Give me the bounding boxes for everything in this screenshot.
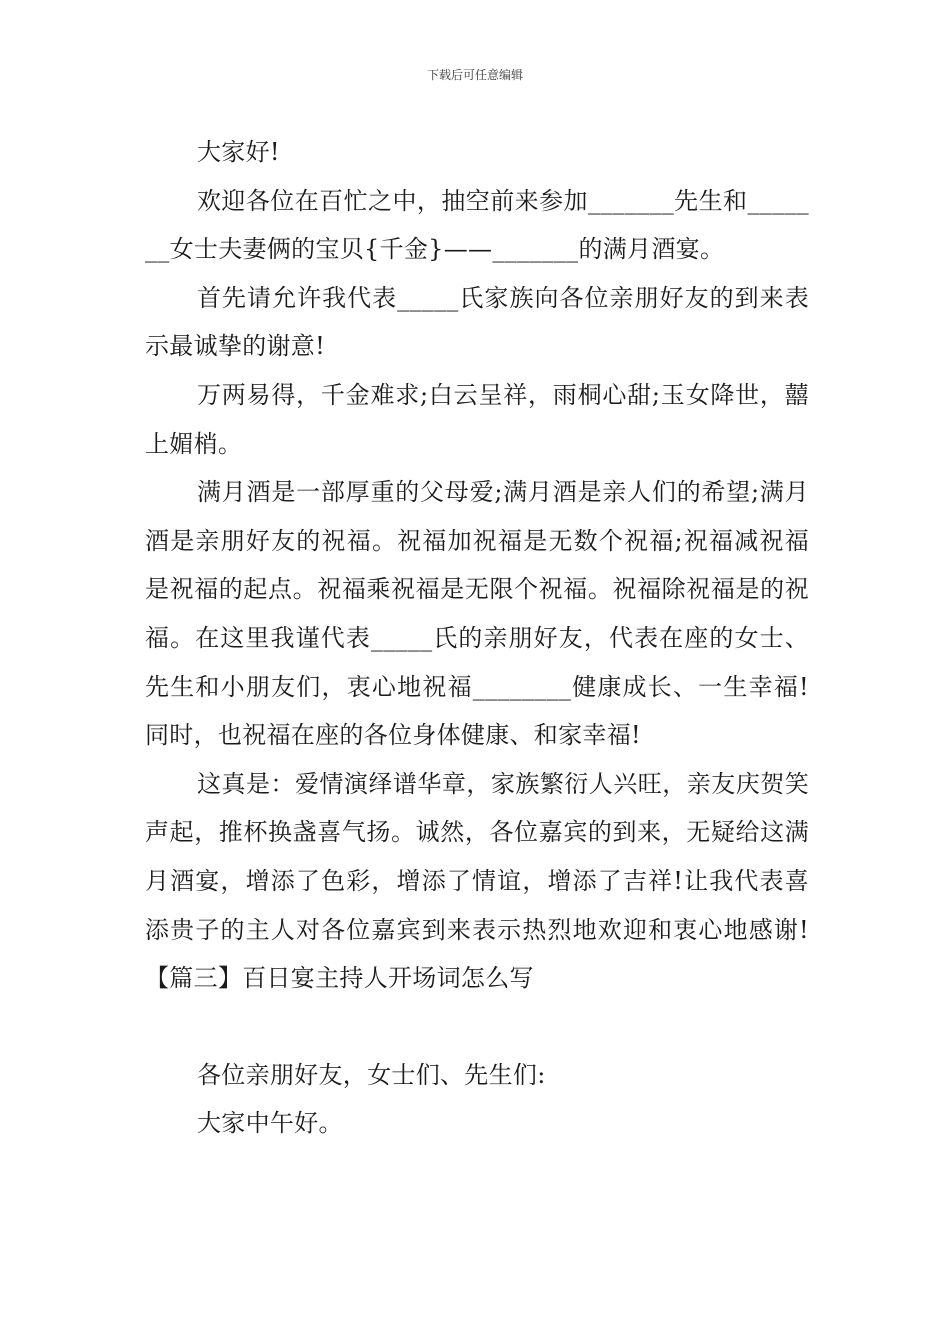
blessing-paragraph: 满月酒是一部厚重的父母爱;满月酒是亲人们的希望;满月酒是亲朋好友的祝福。祝福加祝福是无数个祝福;祝福减祝福是祝福的起点。祝福乘祝福是无限个祝福。祝福除祝福是的祝福。在这里我谨代表_____氏的亲朋好友，代表在座的女士、先生和小朋友们，衷心地祝福________健康成长、一生幸福!同时，也祝福在座的各位身体健康、和家幸福! bbox=[145, 478, 809, 750]
thanks-paragraph: 首先请允许我代表_____氏家族向各位亲朋好友的到来表示最诚挚的谢意! bbox=[145, 283, 809, 361]
document-body bbox=[145, 128, 809, 1148]
noon-greeting-paragraph: 大家中午好。 bbox=[197, 1109, 343, 1138]
header-note: 下载后可任意编辑 bbox=[426, 68, 523, 82]
closing-paragraph: 这真是：爱情演绎谱华章，家族繁衍人兴旺，亲友庆贺笑声起，推杯换盏喜气扬。诚然，各位嘉宾的到来，无疑给这满月酒宴，增添了色彩，增添了情谊，增添了吉祥!让我代表喜添贵子的主人对各位嘉宾到来表示热烈地欢迎和衷心地感谢!【篇三】百日宴主持人开场词怎么写 bbox=[145, 769, 809, 993]
address-paragraph: 各位亲朋好友，女士们、先生们: bbox=[197, 1060, 546, 1089]
welcome-paragraph: 欢迎各位在百忙之中，抽空前来参加_______先生和_______女士夫妻俩的宝贝{千金}——_______的满月酒宴。 bbox=[145, 186, 809, 264]
section-gap bbox=[145, 1003, 809, 1051]
blessing-verse-paragraph: 万两易得，千金难求;白云呈祥，雨桐心甜;玉女降世，囍上媚梢。 bbox=[145, 380, 809, 458]
greeting-paragraph: 大家好! bbox=[197, 138, 280, 166]
